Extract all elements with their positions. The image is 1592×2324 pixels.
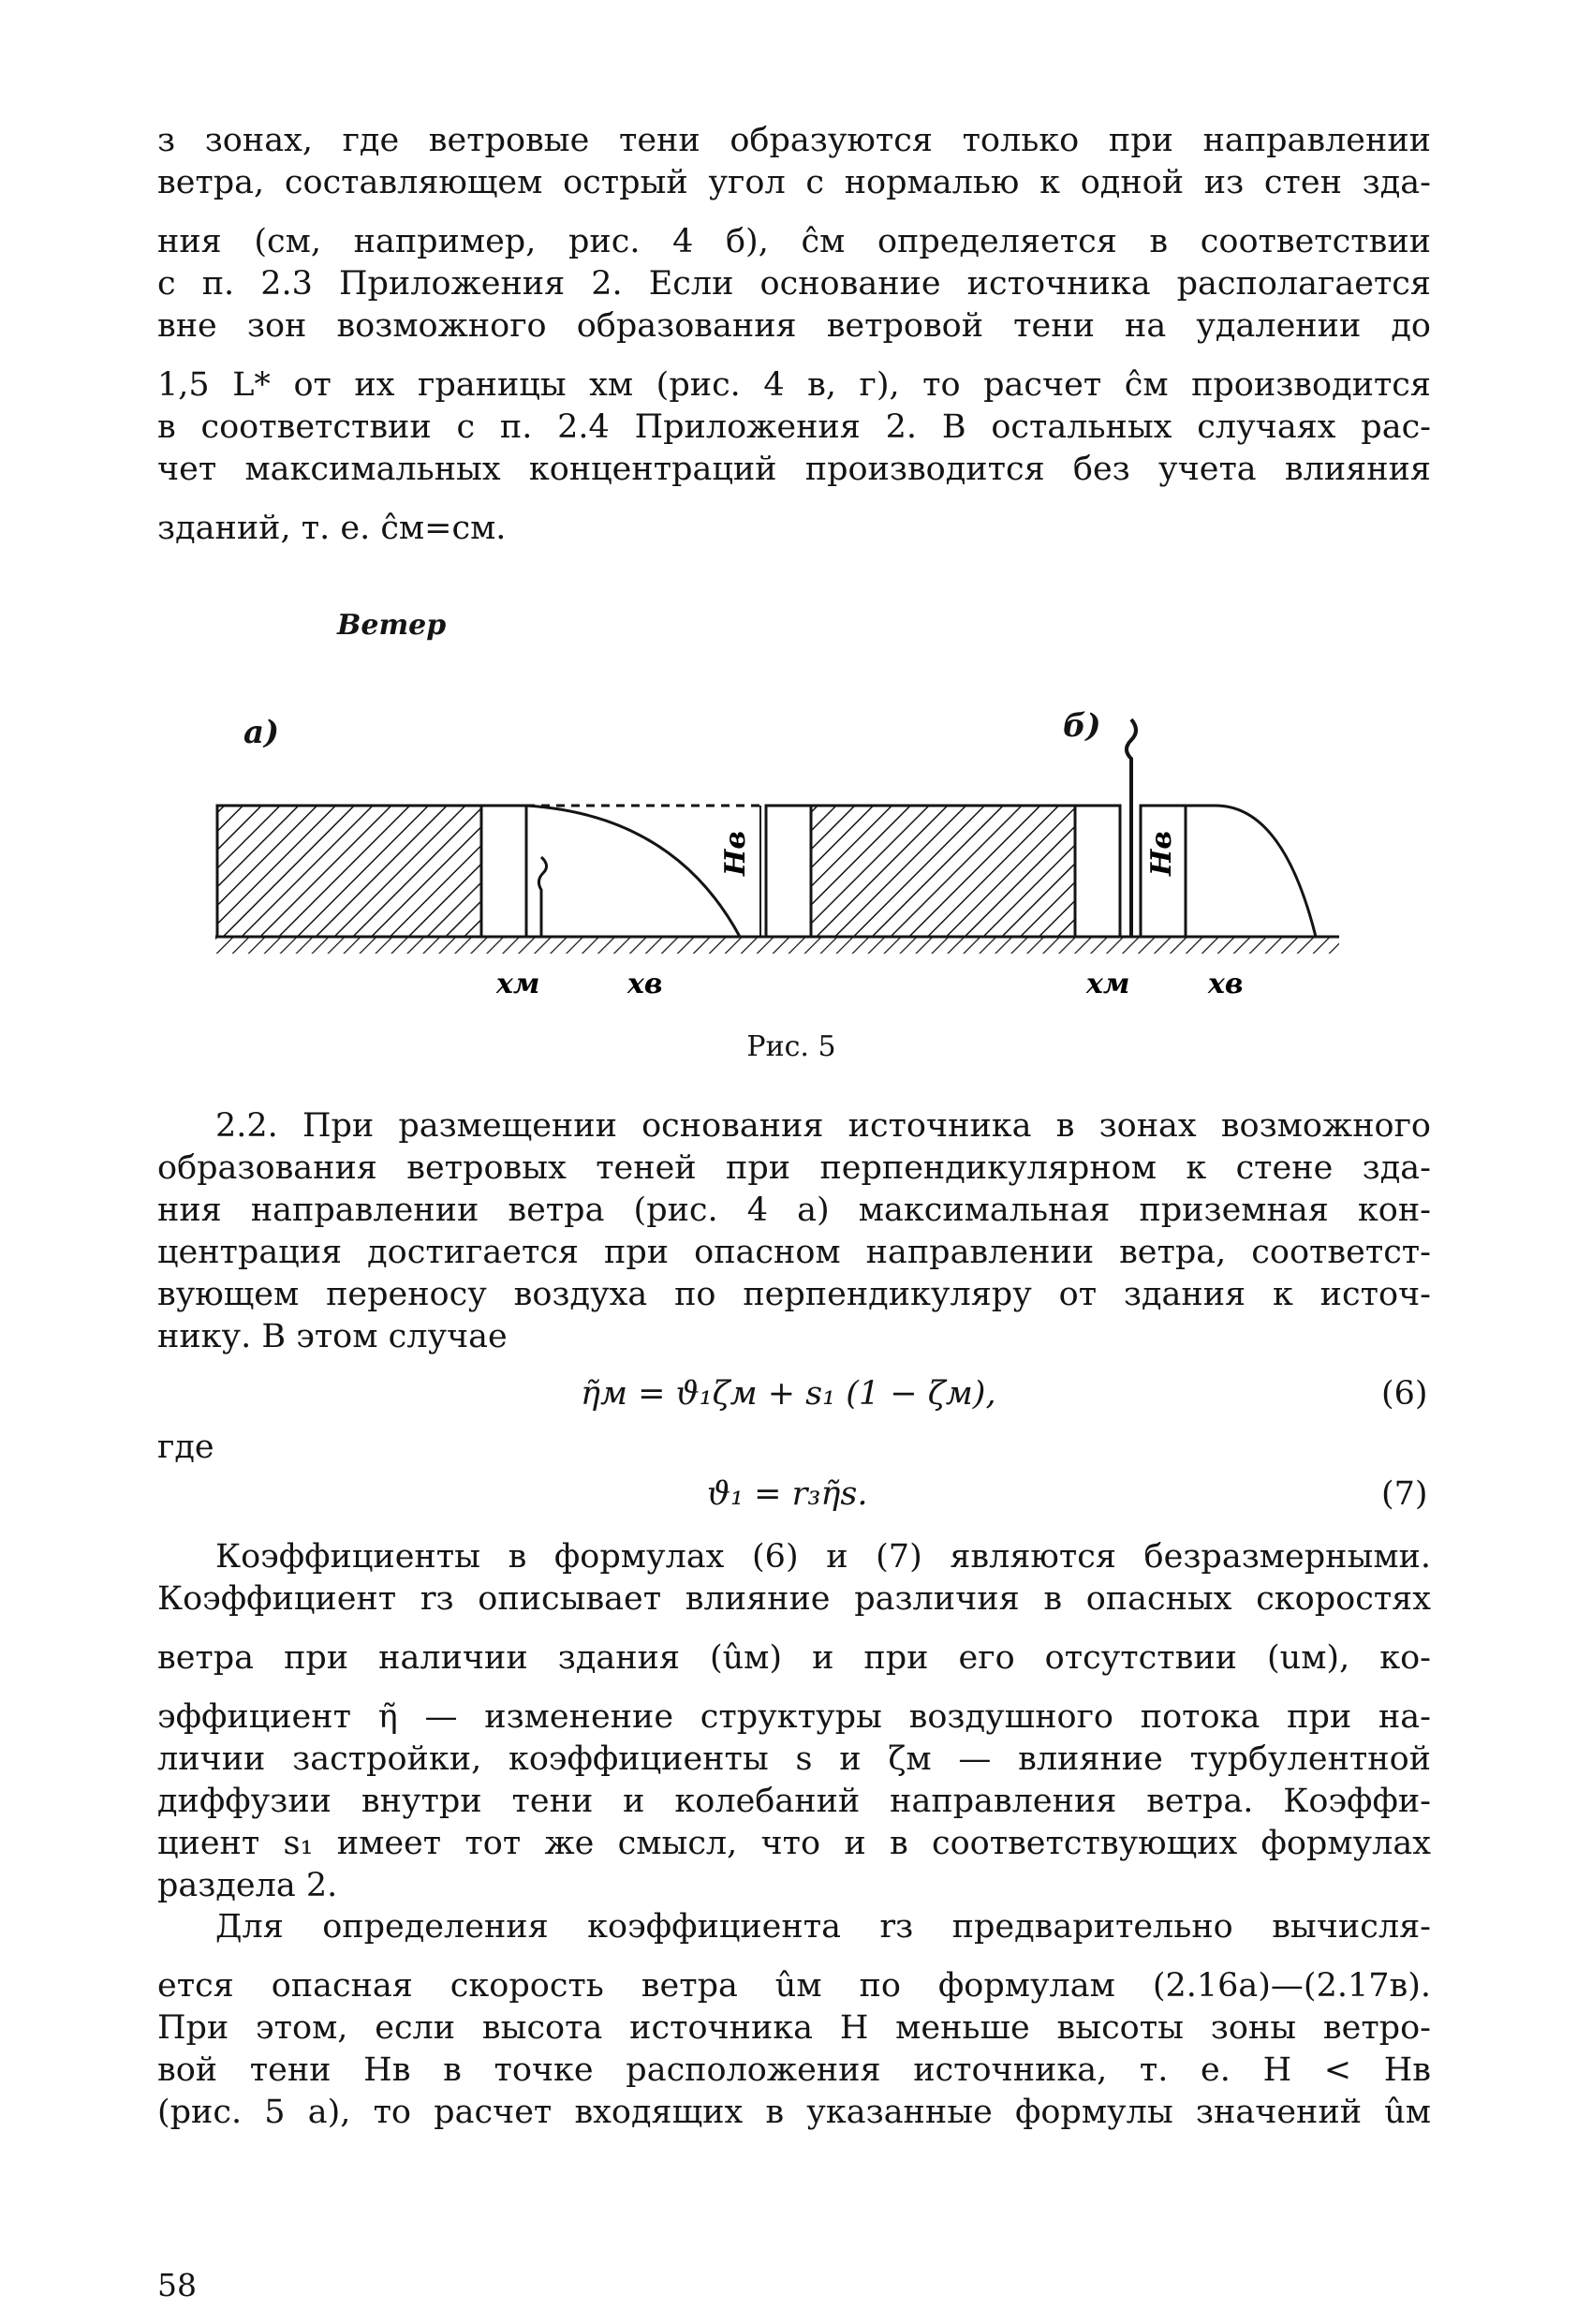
text-line: з зонах, где ветровые тени образуются только при направлении: [157, 122, 1431, 159]
text-line: вующем переносу воздуха по перпендикуляру от здания к источ-: [157, 1276, 1431, 1313]
formula-7: ϑ₁ = r₃η̃s.: [707, 1475, 868, 1513]
wind-label: Ветер: [337, 609, 447, 642]
text-line: Коэффициенты в формулах (6) и (7) являются безразмерными.: [215, 1538, 1431, 1576]
shadow-boundary-b: [1216, 806, 1316, 937]
text-line: в соответствии с п. 2.4 Приложения 2. В остальных случаях рас-: [157, 408, 1431, 446]
text-line: личии застройки, коэффициенты s и ζм — влияние турбулентной: [157, 1740, 1431, 1778]
text-line: раздела 2.: [157, 1867, 338, 1904]
building-a-gap: [481, 806, 526, 937]
text-line: ется опасная скорость ветра ûм по формулам (2.16а)—(2.17в).: [157, 1967, 1431, 2005]
figure-caption: Рис. 5: [746, 1030, 836, 1063]
paragraph-4: [157, 1906, 1431, 2134]
height-label-a: Hв: [719, 830, 752, 876]
building-b-large: [811, 806, 1075, 937]
formula-6: η̃м = ϑ₁ζм + s₁ (1 − ζм),: [581, 1375, 996, 1413]
text-line: вне зон возможного образования ветровой тени на удалении до: [157, 307, 1431, 345]
text-line: нику. В этом случае: [157, 1318, 508, 1355]
text-line: образования ветровых теней при перпендикулярном к стене зда-: [157, 1149, 1431, 1187]
xv-label-b: xв: [1208, 968, 1244, 1000]
paragraph-3: [157, 1536, 1431, 1907]
text-line: чет максимальных концентраций производится без учета влияния: [157, 451, 1431, 488]
shadow-boundary-a: [526, 806, 740, 937]
text-line: ветра, составляющем острый угол с нормалью к одной из стен зда-: [157, 164, 1431, 201]
text-line: с п. 2.3 Приложения 2. Если основание источника располагается: [157, 265, 1431, 303]
text-line: (рис. 5 а), то расчет входящих в указанные формулы значений ûм: [157, 2094, 1431, 2131]
building-middle-narrow: [766, 806, 811, 937]
source-a: [538, 857, 546, 937]
xm-label-b: xм: [1086, 968, 1130, 1000]
figure-5-diagram: [187, 712, 1367, 1021]
formula-7-number: (7): [1381, 1475, 1428, 1513]
text-line: центрация достигается при опасном направлении ветра, соответст-: [157, 1234, 1431, 1271]
text-line: вой тени Hв в точке расположения источника, т. е. H < Hв: [157, 2051, 1431, 2089]
source-b: [1127, 719, 1136, 937]
formula-6-number: (6): [1381, 1375, 1428, 1413]
panel-a-label: а): [243, 714, 280, 751]
text-line: ния направлении ветра (рис. 4 а) максимальная приземная кон-: [157, 1192, 1431, 1229]
ground-hatch: [215, 937, 1339, 954]
page-number: 58: [157, 2267, 197, 2303]
paragraph-2-body: [157, 1147, 1431, 1358]
text-line: зданий, т. е. ĉм=cм.: [157, 510, 507, 547]
panel-b-label: б): [1063, 707, 1101, 745]
xm-label-a: xм: [496, 968, 540, 1000]
text-line: Для определения коэффициента rз предварительно вычисля-: [215, 1908, 1431, 1946]
text-line: эффициент η̃ — изменение структуры воздушного потока при на-: [157, 1698, 1431, 1736]
text-line: При этом, если высота источника H меньше высоты зоны ветро-: [157, 2009, 1431, 2047]
text-line: 2.2. При размещении основания источника в зонах возможного: [215, 1107, 1431, 1145]
height-label-b: Hв: [1145, 830, 1178, 876]
paragraph-1: [157, 120, 1431, 550]
building-a-large: [217, 806, 481, 937]
text-line: 1,5 L* от их границы xм (рис. 4 в, г), то расчет ĉм производится: [157, 366, 1431, 404]
xv-label-a: xв: [627, 968, 663, 1000]
text-line: циент s₁ имеет тот же смысл, что и в соответствующих формулах: [157, 1825, 1431, 1862]
where-label: где: [157, 1428, 214, 1466]
text-line: диффузии внутри тени и колебаний направления ветра. Коэффи-: [157, 1783, 1431, 1820]
text-line: Коэффициент rз описывает влияние различия в опасных скоростях: [157, 1580, 1431, 1618]
text-line: ния (см, например, рис. 4 б), ĉм определяется в соответствии: [157, 223, 1431, 260]
text-line: ветра при наличии здания (ûм) и при его отсутствии (uм), ко-: [157, 1639, 1431, 1677]
building-b-gap: [1075, 806, 1120, 937]
paragraph-2: [157, 1105, 1431, 1147]
